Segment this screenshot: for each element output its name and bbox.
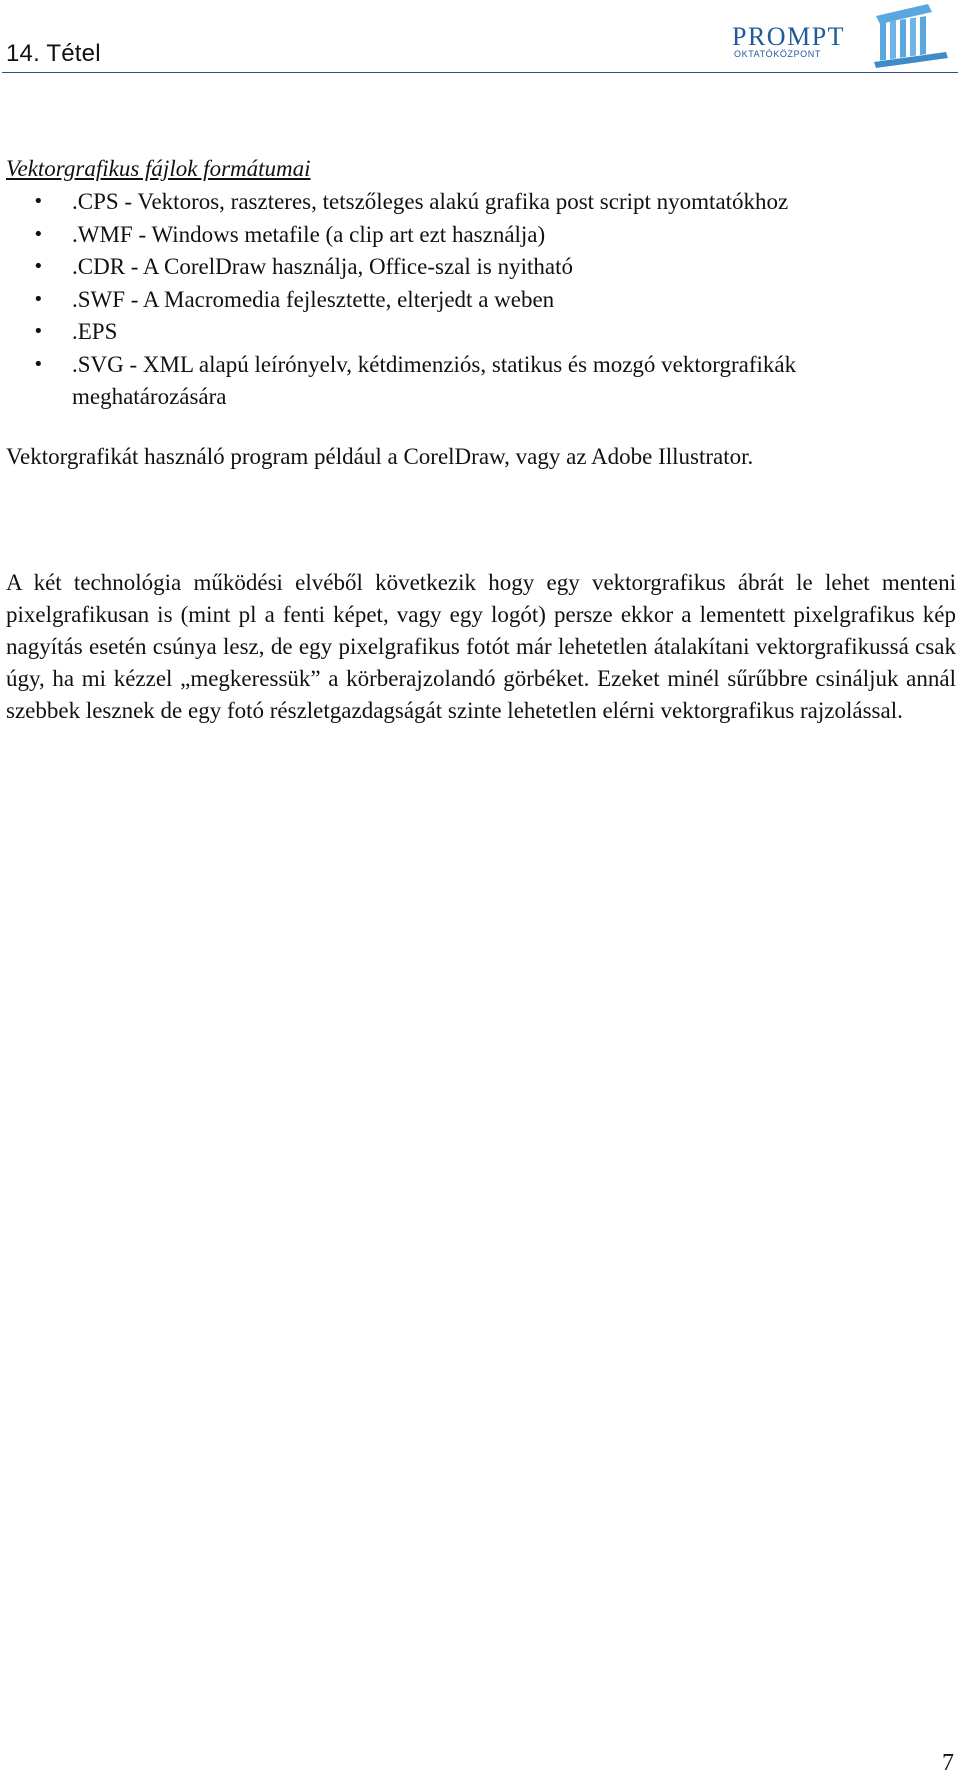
bullet-icon: • xyxy=(33,191,44,212)
header-title: 14. Tétel xyxy=(6,40,101,67)
page-number: 7 xyxy=(942,1750,954,1776)
list-item xyxy=(6,284,956,317)
list-item-text: .SWF - A Macromedia fejlesztette, elterjedt a weben xyxy=(72,286,555,312)
list-item xyxy=(6,316,956,349)
logo-wordmark: PROMPT xyxy=(732,22,846,51)
document-body xyxy=(6,152,956,728)
list-item-text: .EPS xyxy=(72,319,118,344)
bullet-icon: • xyxy=(33,223,44,245)
list-item xyxy=(6,251,956,284)
list-item-text: .WMF - Windows metafile (a clip art ezt használja) xyxy=(72,221,546,247)
paragraph-technology: A két technológia működési elvéből következik hogy egy vektorgrafikus ábrát le lehet menteni pixelgrafikusan is (mint pl a fenti képet, vagy egy logót) persze ekkor a lementett pixelgrafikus kép nagyítás esetén csúnya lesz, de egy pixelgrafikus fotót már lehetetlen átalakítani vektorgrafikussá csak úgy, ha mi kézzel „megkeressük” a körberajzolandó görbéket. Ezeket minél sűrűbbre csináljuk annál szebbek lesznek de egy fotó részletgazdagságát szinte lehetetlen elérni vektorgrafikus rajzolással. xyxy=(6,569,956,724)
bullet-icon: • xyxy=(33,288,44,310)
page-header xyxy=(0,0,960,74)
header-divider xyxy=(2,72,958,73)
bullet-icon: • xyxy=(33,321,44,342)
bullet-icon: • xyxy=(33,256,44,277)
list-item-text: .CPS - Vektoros, raszteres, tetszőleges alakú grafika post script nyomtatókhoz xyxy=(72,189,789,214)
columns-logo-icon xyxy=(870,2,952,70)
prompt-logo xyxy=(728,2,960,72)
list-item xyxy=(6,349,956,414)
bullet-icon: • xyxy=(33,353,44,375)
logo-subtitle: OKTATÓKÖZPONT xyxy=(734,49,821,59)
section-title: Vektorgrafikus fájlok formátumai xyxy=(6,156,311,181)
list-item-text: .CDR - A CorelDraw használja, Office-szal is nyitható xyxy=(72,254,573,279)
list-item xyxy=(6,186,956,219)
list-item-text: .SVG - XML alapú leírónyelv, kétdimenziós, statikus és mozgó vektorgrafikák meghatározására xyxy=(72,351,797,409)
paragraph-programs: Vektorgrafikát használó program például a CorelDraw, vagy az Adobe Illustrator. xyxy=(6,443,754,469)
list-item xyxy=(6,219,956,252)
format-list xyxy=(6,186,956,414)
